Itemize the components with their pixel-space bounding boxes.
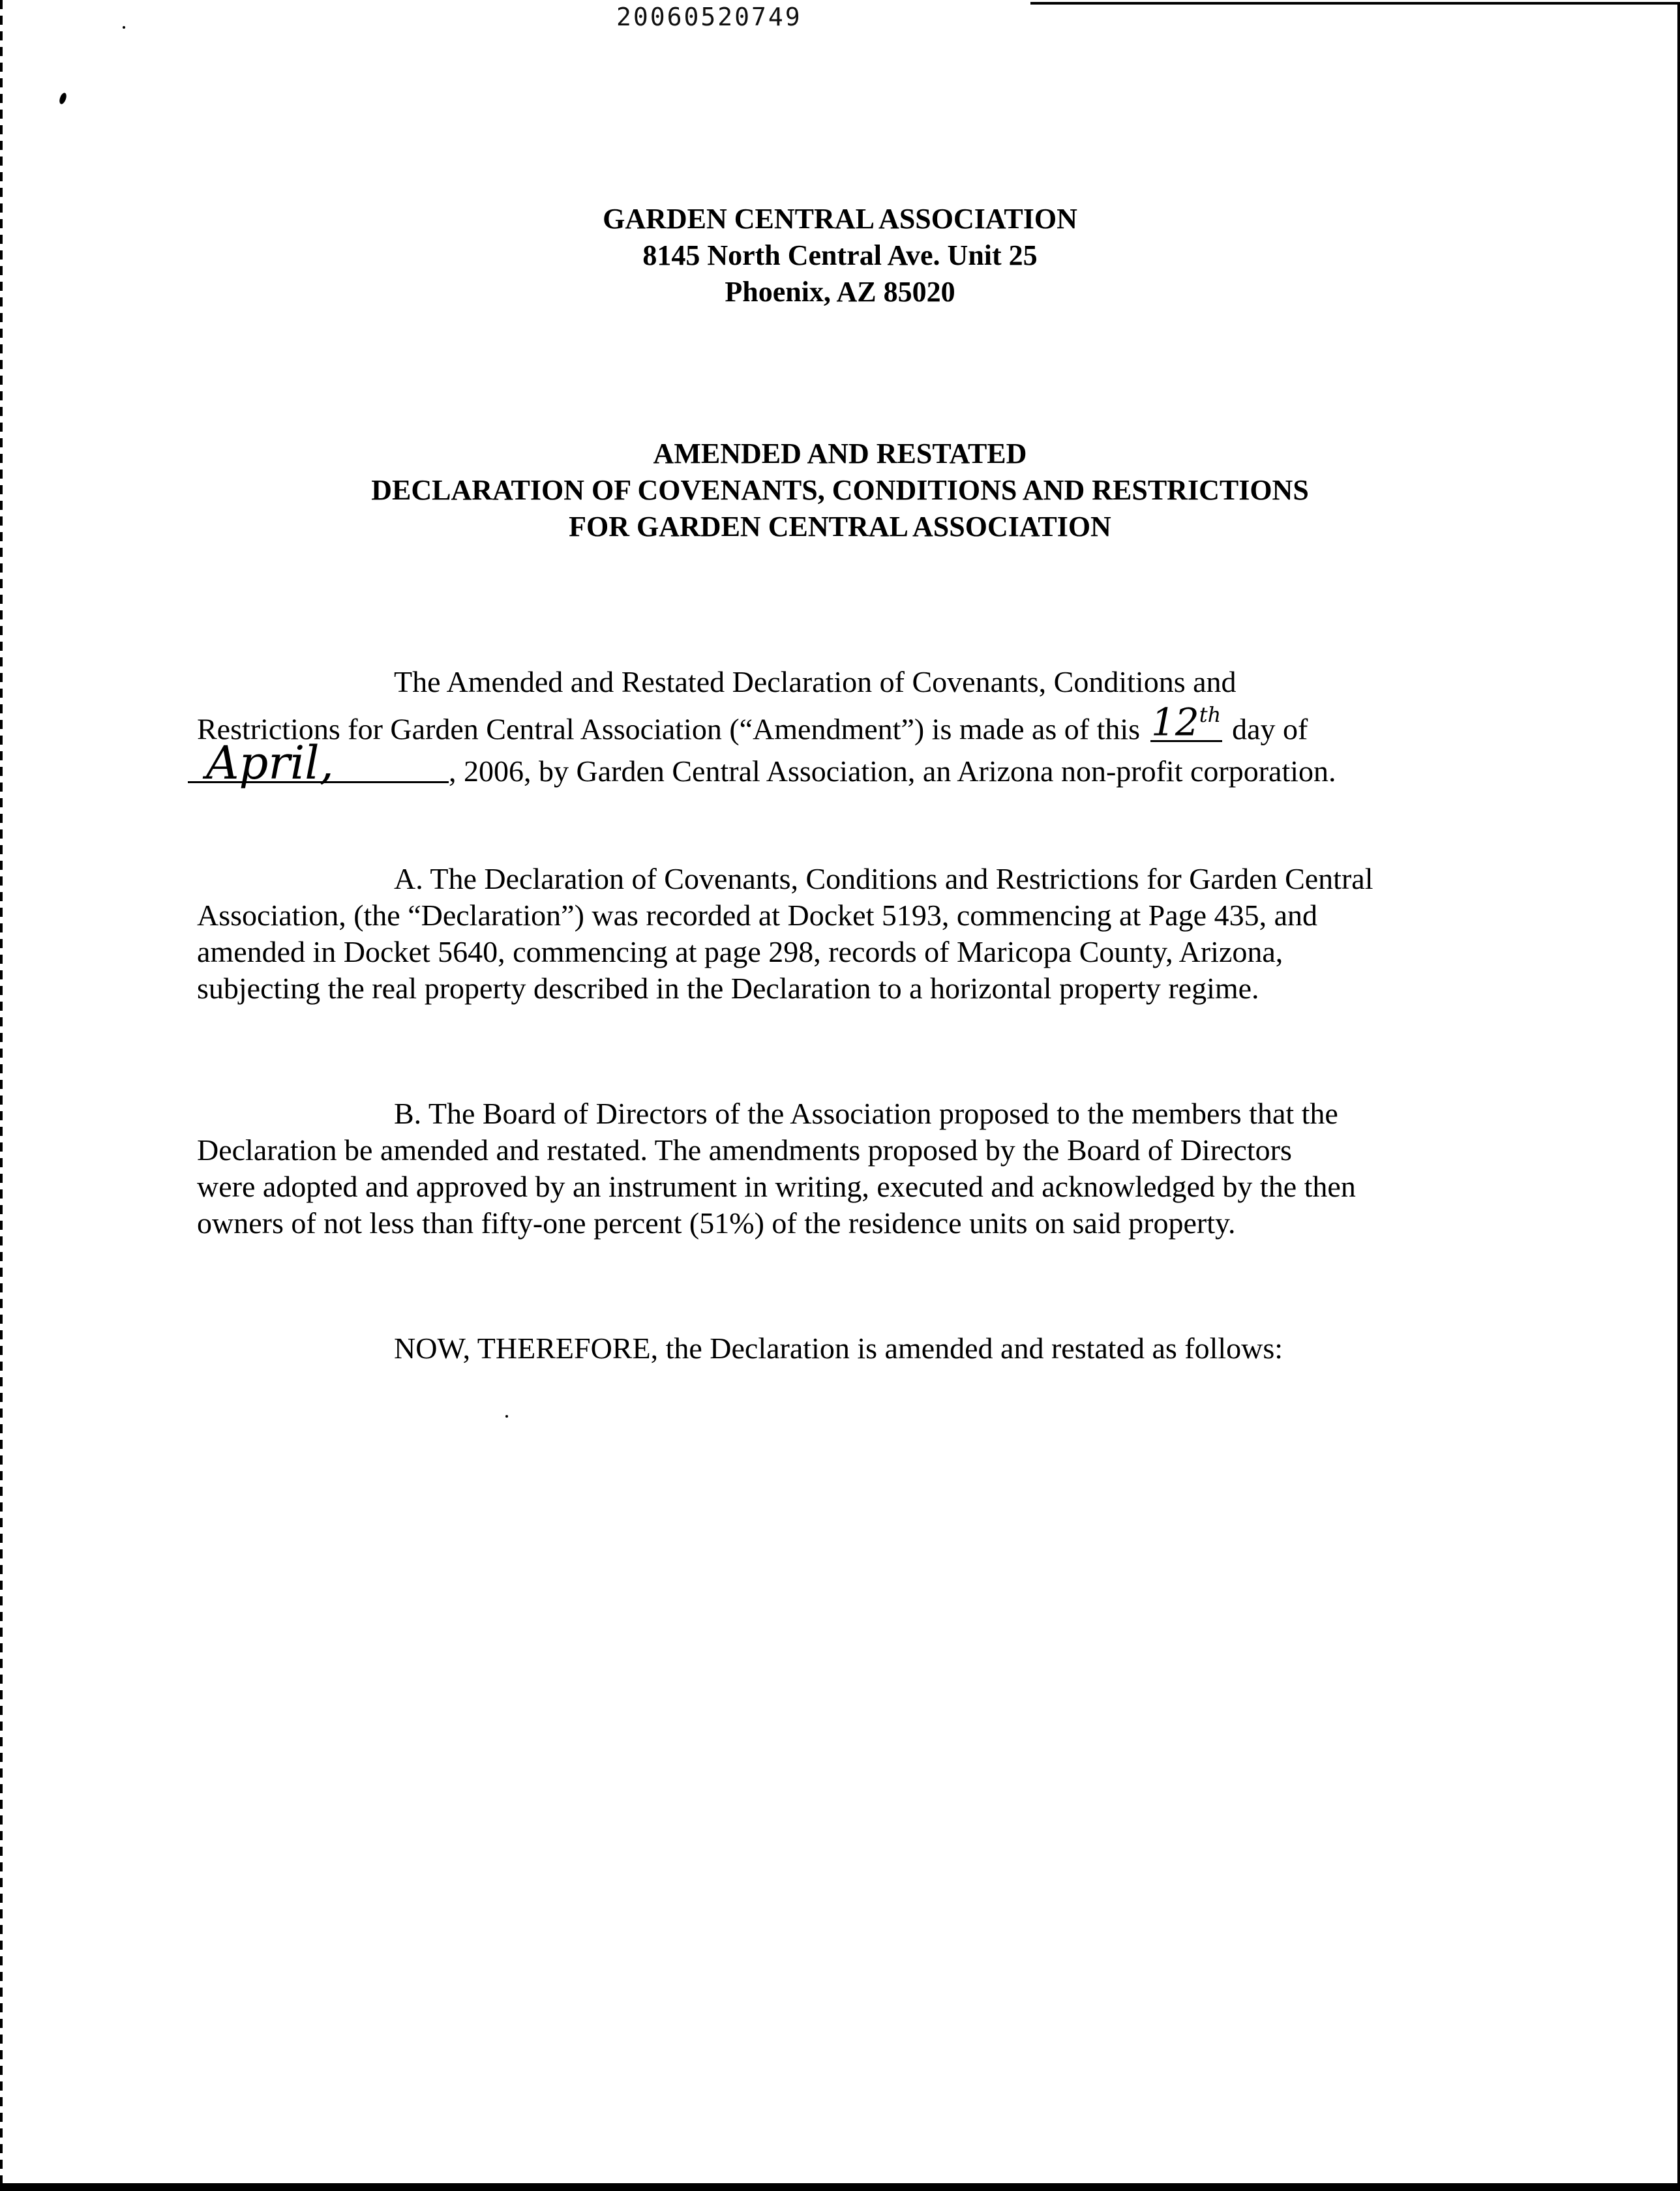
paragraph-b (197, 1096, 1443, 1242)
top-edge-scan-border (1030, 2, 1680, 5)
intro-line-1: The Amended and Restated Declaration of Covenants, Conditions and (394, 665, 1237, 698)
scan-speck (123, 26, 125, 29)
intro-line-2-start: Restrictions for Garden Central Association (“Amendment”) is made as of this (197, 712, 1148, 746)
letterhead (0, 201, 1680, 310)
paragraph-a-line-3: amended in Docket 5640, commencing at page 298, records of Maricopa County, Arizona, (197, 935, 1283, 968)
intro-line-3: , 2006, by Garden Central Association, an Arizona non-profit corporation. (449, 754, 1336, 788)
handwritten-day-field: 12th (1150, 696, 1222, 742)
paragraph-a-line-4: subjecting the real property described in the Declaration to a horizontal property regime. (197, 972, 1259, 1005)
paragraph-a-line-1: A. The Declaration of Covenants, Conditions and Restrictions for Garden Central (394, 862, 1373, 895)
intro-paragraph (197, 664, 1443, 790)
bottom-edge-scan-border (0, 2183, 1680, 2191)
paragraph-b-line-1: B. The Board of Directors of the Association proposed to the members that the (394, 1097, 1338, 1130)
right-edge-scan-border (1677, 2, 1680, 2183)
address-line-1: 8145 North Central Ave. Unit 25 (642, 239, 1038, 271)
recording-number: 20060520749 (616, 3, 802, 31)
handwritten-month-field: April, (188, 745, 449, 783)
paragraph-b-line-4: owners of not less than fifty-one percent (51%) of the residence units on said property. (197, 1206, 1236, 1240)
paragraph-a (197, 861, 1443, 1007)
scan-speck (58, 92, 68, 105)
now-therefore-text: NOW, THEREFORE, the Declaration is amended and restated as follows: (394, 1332, 1283, 1365)
paragraph-a-line-2: Association, (the “Declaration”) was recorded at Docket 5193, commencing at Page 435, and (197, 899, 1317, 932)
left-edge-scan-border (0, 0, 3, 2183)
title-line-2: DECLARATION OF COVENANTS, CONDITIONS AND RESTRICTIONS (371, 474, 1309, 506)
paragraph-b-line-3: were adopted and approved by an instrument in writing, executed and acknowledged by the then (197, 1170, 1356, 1203)
title-line-3: FOR GARDEN CENTRAL ASSOCIATION (569, 511, 1111, 543)
paragraph-b-line-2: Declaration be amended and restated. The amendments proposed by the Board of Directors (197, 1133, 1292, 1167)
intro-line-2-end: day of (1224, 712, 1308, 746)
scan-speck (505, 1415, 508, 1418)
now-therefore-clause (197, 1330, 1443, 1367)
document-title (0, 436, 1680, 545)
org-name: GARDEN CENTRAL ASSOCIATION (603, 203, 1077, 235)
address-line-2: Phoenix, AZ 85020 (725, 276, 955, 308)
title-line-1: AMENDED AND RESTATED (653, 438, 1027, 470)
